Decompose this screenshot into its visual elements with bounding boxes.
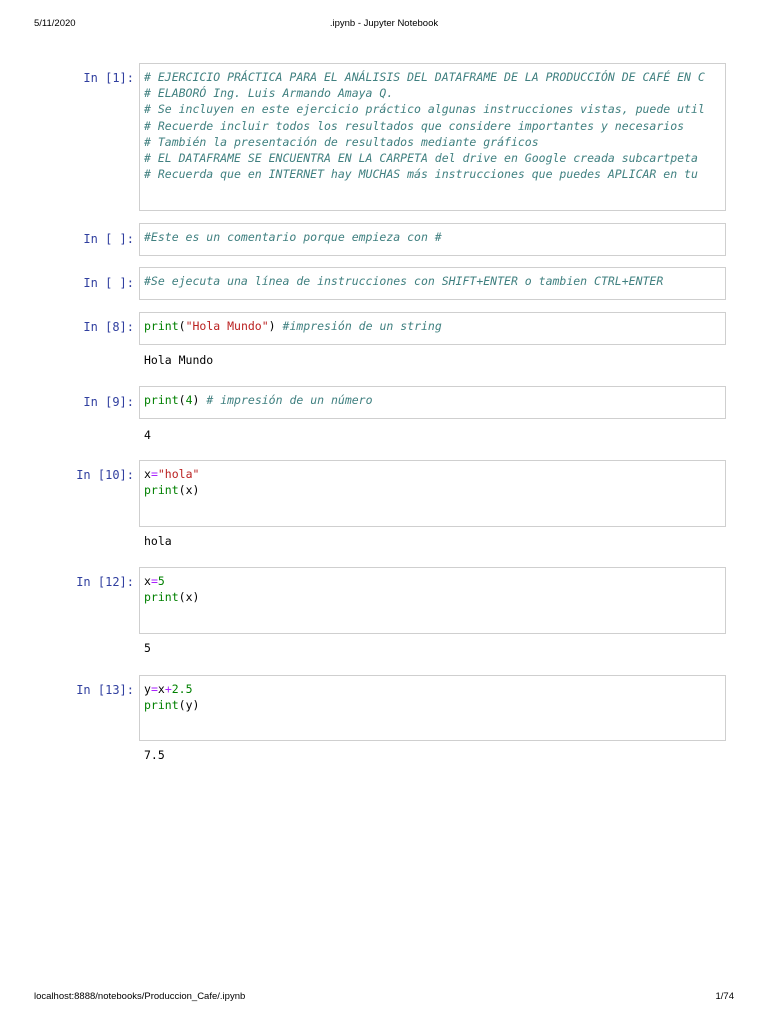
code-comment: # impresión de un número <box>206 393 373 407</box>
builtin-print: print <box>144 483 179 498</box>
code-line <box>144 482 721 498</box>
paren: ) <box>268 319 283 333</box>
code-comment-line: #Se ejecuta una línea de instrucciones con SHIFT+ENTER o tambien CTRL+ENTER <box>144 274 664 288</box>
code-line <box>144 697 721 713</box>
cell-output: Hola Mundo <box>144 353 214 367</box>
code-line <box>144 573 721 589</box>
variable: x <box>157 682 165 696</box>
cell-output: 4 <box>144 428 151 442</box>
cell-prompt: In [10]: <box>76 468 134 482</box>
cell-output: 5 <box>144 641 151 655</box>
code-comment-line: # EJERCICIO PRÁCTICA PARA EL ANÁLISIS DEL DATAFRAME DE LA PRODUCCIÓN DE CAFÉ EN C <box>144 70 705 84</box>
builtin-print: print <box>144 393 179 407</box>
cell-prompt: In [1]: <box>83 71 134 85</box>
paren: ( <box>178 393 186 407</box>
paren: ( <box>178 698 186 713</box>
print-url: localhost:8888/notebooks/Produccion_Cafe/.ipynb <box>34 991 246 1002</box>
code-cell-input[interactable] <box>139 460 726 527</box>
code-comment-line: # EL DATAFRAME SE ENCUENTRA EN LA CARPETA del drive en Google creada subcartpeta <box>144 150 698 165</box>
print-footer <box>0 991 768 1005</box>
code-comment-line: # Recuerda que en INTERNET hay MUCHAS más instrucciones que puedes APLICAR en tu <box>144 167 698 182</box>
code-line <box>144 589 721 605</box>
variable: y <box>144 682 151 696</box>
code-comment: #impresión de un string <box>282 319 442 333</box>
variable: y <box>185 698 193 713</box>
variable: x <box>185 590 193 605</box>
paren: ( <box>178 483 186 498</box>
print-header <box>0 18 768 32</box>
code-line <box>144 392 721 408</box>
number-literal: 2.5 <box>171 682 193 696</box>
print-title: .ipynb - Jupyter Notebook <box>329 18 439 29</box>
cell-prompt: In [ ]: <box>83 232 134 246</box>
operator: = <box>150 467 158 481</box>
operator: + <box>164 682 172 696</box>
page-number: 1/74 <box>715 991 734 1002</box>
code-comment-line: # Se incluyen en este ejercicio práctico algunas instrucciones vistas, puede util <box>144 102 705 117</box>
string-literal: "Hola Mundo" <box>185 319 269 333</box>
builtin-print: print <box>144 698 179 713</box>
cell-prompt: In [ ]: <box>83 276 134 290</box>
paren: ) <box>192 483 200 498</box>
code-comment-line: # También la presentación de resultados mediante gráficos <box>144 134 539 149</box>
code-comment-line: # Recuerde incluir todos los resultados que considere importantes y necesarios <box>144 118 685 133</box>
paren: ( <box>178 590 186 605</box>
code-cell-input[interactable] <box>139 267 726 300</box>
code-line <box>144 681 721 697</box>
code-cell-input[interactable] <box>139 675 726 741</box>
builtin-print: print <box>144 319 179 333</box>
code-line <box>144 318 721 334</box>
operator: = <box>150 574 158 588</box>
code-cell-input[interactable] <box>139 223 726 256</box>
code-comment-line: # ELABORÓ Ing. Luis Armando Amaya Q. <box>144 86 394 101</box>
number-literal: 5 <box>157 574 165 588</box>
cell-prompt: In [8]: <box>83 320 134 334</box>
paren: ( <box>178 319 186 333</box>
cell-prompt: In [13]: <box>76 683 134 697</box>
variable: x <box>185 483 193 498</box>
paren: ) <box>192 393 207 407</box>
paren: ) <box>192 698 200 713</box>
cell-prompt: In [12]: <box>76 575 134 589</box>
code-cell-input[interactable] <box>139 567 726 634</box>
paren: ) <box>192 590 200 605</box>
builtin-print: print <box>144 590 179 605</box>
variable: x <box>144 467 151 481</box>
cell-output: hola <box>144 534 172 548</box>
string-literal: "hola" <box>157 467 200 481</box>
cell-prompt: In [9]: <box>83 395 134 409</box>
code-cell-input[interactable] <box>139 386 726 419</box>
code-cell-input[interactable] <box>139 312 726 345</box>
variable: x <box>144 574 151 588</box>
operator: = <box>150 682 158 696</box>
cell-output: 7.5 <box>144 748 165 762</box>
number-literal: 4 <box>185 393 193 407</box>
code-line <box>144 466 721 482</box>
code-comment-line: #Este es un comentario porque empieza con # <box>144 230 442 244</box>
code-cell-input[interactable] <box>139 63 726 211</box>
print-date: 5/11/2020 <box>34 18 76 29</box>
